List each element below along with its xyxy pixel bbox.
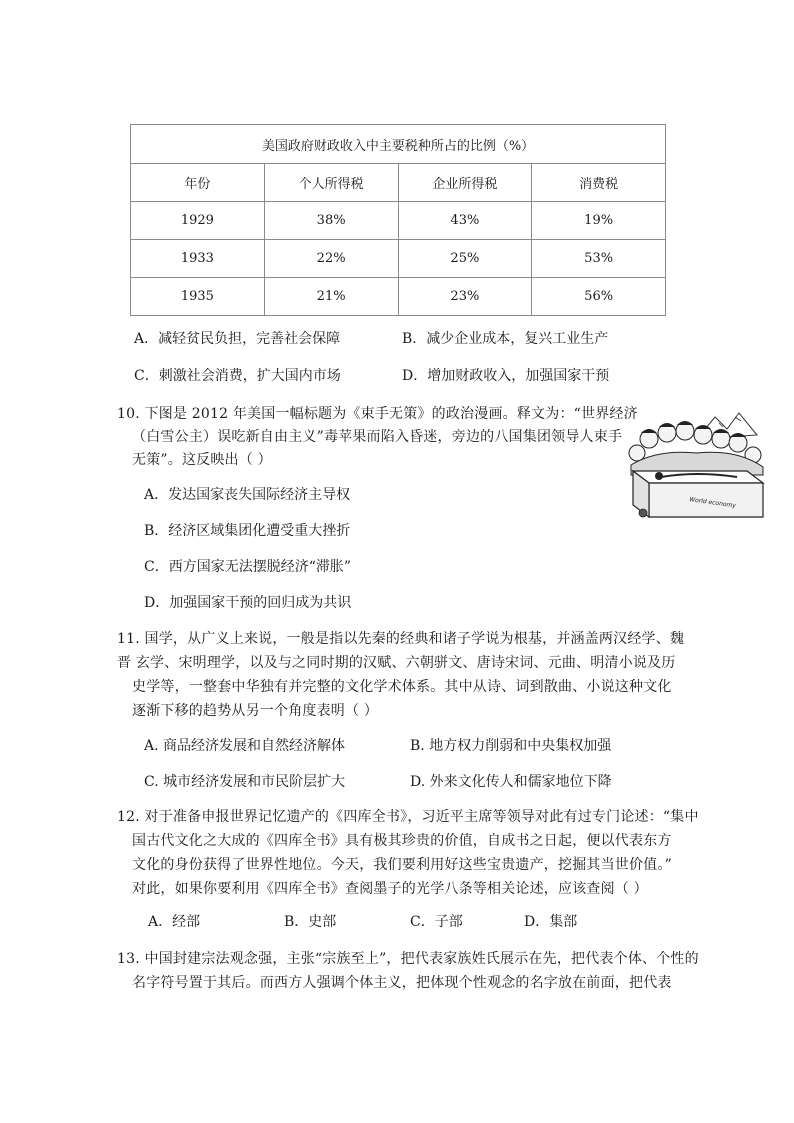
q13-stem-line-1: 13. 中国封建宗法观念强，主张“宗族至上”，把代表家族姓氏展示在先，把代表个体、个性的 (117, 951, 699, 967)
table-cell: 23% (398, 278, 532, 316)
table-caption: 美国政府财政收入中主要税种所占的比例（%） (131, 125, 666, 164)
q10-option-b[interactable]: B．经济区域集团化遭受重大挫折 (144, 523, 351, 539)
q11-stem-line-2: 晋 玄学、宋明理学，以及与之同时期的汉赋、六朝骈文、唐诗宋词、元曲、明清小说及历 (117, 655, 676, 671)
table-cell: 53% (532, 240, 666, 278)
table-cell: 1933 (131, 240, 265, 278)
q9-option-d[interactable]: D．增加财政收入，加强国家干预 (402, 368, 610, 384)
q10-option-c[interactable]: C．西方国家无法摆脱经济“滞胀” (144, 559, 352, 575)
table-cell: 1935 (131, 278, 265, 316)
q12-option-a[interactable]: A．经部 (148, 914, 201, 930)
cartoon-label: World economy (688, 496, 737, 510)
q12-option-b[interactable]: B．史部 (284, 914, 337, 930)
q11-option-d[interactable]: D. 外来文化传人和儒家地位下降 (410, 774, 612, 790)
header-personal-income-tax: 个人所得税 (264, 164, 398, 202)
table-cell: 56% (532, 278, 666, 316)
table-cell: 1929 (131, 202, 265, 240)
q12-stem-line-2: 国古代文化之大成的《四库全书》具有极其珍贵的价值，自成书之日起，便以代表东方 (132, 833, 672, 849)
table-cell: 21% (264, 278, 398, 316)
table-cell: 22% (264, 240, 398, 278)
q10-stem-line-2: （白雪公主）误吃新自由主义”毒苹果而陷入昏迷，旁边的八国集团领导人束手 (132, 429, 623, 445)
q10-option-a[interactable]: A．发达国家丧失国际经济主导权 (144, 487, 351, 503)
header-consumption-tax: 消费税 (532, 164, 666, 202)
table-row (131, 202, 666, 240)
table-header-row (131, 164, 666, 202)
q10-stem-line-3: 无策”。这反映出（ ） (132, 452, 272, 468)
q11-stem-line-4: 逐渐下移的趋势从另一个角度表明（ ） (132, 703, 379, 719)
header-year: 年份 (131, 164, 265, 202)
table-cell: 43% (398, 202, 532, 240)
q11-option-b[interactable]: B. 地方权力削弱和中央集权加强 (410, 738, 612, 754)
header-corporate-income-tax: 企业所得税 (398, 164, 532, 202)
q12-stem-line-4: 对此，如果你要利用《四库全书》查阅墨子的光学八条等相关论述，应该查阅（ ） (132, 881, 648, 897)
political-cartoon-image (627, 409, 767, 521)
table-row (131, 278, 666, 316)
q9-option-c[interactable]: C．刺激社会消费，扩大国内市场 (134, 368, 341, 384)
table-caption-row (131, 125, 666, 164)
q11-stem-line-3: 史学等，一整套中华独有并完整的文化学术体系。其中从诗、词到散曲、小说这种文化 (132, 679, 672, 695)
q13-stem-line-2: 名字符号置于其后。而西方人强调个体主义，把体现个性观念的名字放在前面，把代表 (132, 975, 672, 991)
q12-stem-line-3: 文化的身份获得了世界性地位。今天，我们要利用好这些宝贵遗产，挖掘其当世价值。” (132, 857, 672, 873)
q12-stem-line-1: 12. 对于准备申报世界记忆遗产的《四库全书》，习近平主席等领导对此有过专门论述：“集中 (117, 809, 699, 825)
q10-option-d[interactable]: D．加强国家干预的回归成为共识 (144, 595, 352, 611)
q12-option-c[interactable]: C．子部 (410, 914, 463, 930)
q11-option-c[interactable]: C. 城市经济发展和市民阶层扩大 (144, 774, 346, 790)
q9-option-a[interactable]: A．减轻贫民负担，完善社会保障 (134, 331, 341, 347)
table-cell: 38% (264, 202, 398, 240)
q10-stem-line-1: 10. 下图是 2012 年美国一幅标题为《束手无策》的政治漫画。释文为：“世界经济 (117, 406, 638, 422)
q11-option-a[interactable]: A. 商品经济发展和自然经济解体 (144, 738, 346, 754)
table-row (131, 240, 666, 278)
q11-stem-line-1: 11. 国学，从广义上来说，一般是指以先秦的经典和诸子学说为根基，并涵盖两汉经学、魏 (117, 631, 685, 647)
table-cell: 19% (532, 202, 666, 240)
q9-option-b[interactable]: B．减少企业成本，复兴工业生产 (402, 331, 609, 347)
table-cell: 25% (398, 240, 532, 278)
q12-option-d[interactable]: D．集部 (524, 914, 578, 930)
tax-ratio-table (130, 124, 666, 316)
